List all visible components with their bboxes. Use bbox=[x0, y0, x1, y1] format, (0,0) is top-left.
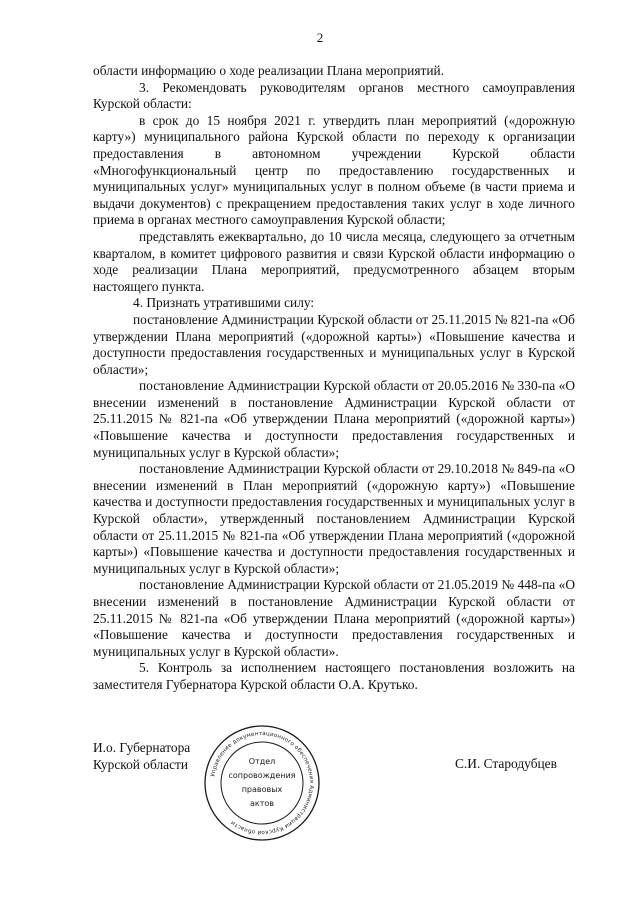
stamp-line-4: актов bbox=[249, 799, 275, 808]
paragraph-continuation: области информацию о ходе реализации Плана мероприятий. bbox=[93, 63, 445, 78]
paragraph-item-5: 5. Контроль за исполнением настоящего постановления возложить на заместителя Губернатора Курской области О.А. Крутько. bbox=[93, 660, 575, 692]
repealed-act-2: постановление Администрации Курской области от 20.05.2016 № 330-па «О внесении изменений в постановление Администрации Курской области от 25.11.2015 № 821-па «Об утверждении Плана мероприятий («дорожной карты») «Повышение качества и доступности предоставления государственных и муниципальных услуг в Курской области»; bbox=[93, 378, 575, 460]
page-number: 2 bbox=[316, 30, 324, 45]
repealed-act-3: постановление Администрации Курской области от 29.10.2018 № 849-па «О внесении изменений в План мероприятий («дорожную карту») «Повышение качества и доступности предоставления государственных и муниципальных услуг в Курской области», утвержденный постановлением Администрации Курской области от 25.11.2015 № 821-па «Об утверждении Плана мероприятий («дорожной карты») «Повышение качества и доступности предоставления государственных и муниципальных услуг в Курской области»; bbox=[93, 461, 575, 576]
stamp-ring-text: Управление документационного обеспечения Администрации Курской области bbox=[210, 730, 315, 836]
stamp-line-3: правовых bbox=[241, 785, 283, 794]
signatory-position-line1: И.о. Губернатора bbox=[93, 740, 191, 755]
paragraph-item-3-subpoint-1: в срок до 15 ноября 2021 г. утвердить план мероприятий («дорожную карту») муниципального района Курской области по переходу к организации предоставления в автономном учреждении Курской области «Многофункциональный центр по предоставлению государственных и муниципальных услуг» муниципальных услуг в полном объеме (в части приема и выдачи документов) с прекращением предоставления таких услуг в ходе личного приема в органах местного самоуправления Курской области; bbox=[93, 112, 575, 228]
paragraph-item-3: 3. Рекомендовать руководителям органов местного самоуправления Курской области: bbox=[93, 79, 575, 112]
repealed-act-1: постановление Администрации Курской области от 25.11.2015 № 821-па «Об утверждении Плана мероприятий («дорожной карты») «Повышение качества и доступности предоставления государственных и муниципальных услуг в Курской области»; bbox=[93, 311, 575, 377]
signatory-name: С.И. Стародубцев bbox=[455, 756, 557, 771]
stamp-line-2: сопровождения bbox=[228, 771, 296, 780]
stamp-inner-ring bbox=[221, 742, 303, 824]
paragraph-item-4: 4. Признать утратившими силу: bbox=[133, 295, 315, 311]
stamp-outer-ring bbox=[205, 726, 319, 840]
signatory-position-line2: Курской области bbox=[93, 757, 189, 772]
stamp-line-1: Отдел bbox=[248, 757, 276, 766]
signatory-position bbox=[93, 739, 190, 773]
paragraph-item-3-subpoint-2: представлять ежеквартально, до 10 числа месяца, следующего за отчетным кварталом, в комитет цифрового развития и связи Курской области информацию о ходе реализации Плана мероприятий, предусмотренного абзацем вторым настоящего пункта. bbox=[93, 228, 575, 294]
office-stamp bbox=[201, 724, 323, 842]
document-body bbox=[93, 63, 575, 694]
repealed-act-4: постановление Администрации Курской области от 21.05.2019 № 448-па «О внесении изменений в постановление Администрации Курской области от 25.11.2015 № 821-па «Об утверждении Плана мероприятий («дорожной карты») «Повышение качества и доступности предоставления государственных и муниципальных услуг в Курской области». bbox=[93, 577, 575, 659]
